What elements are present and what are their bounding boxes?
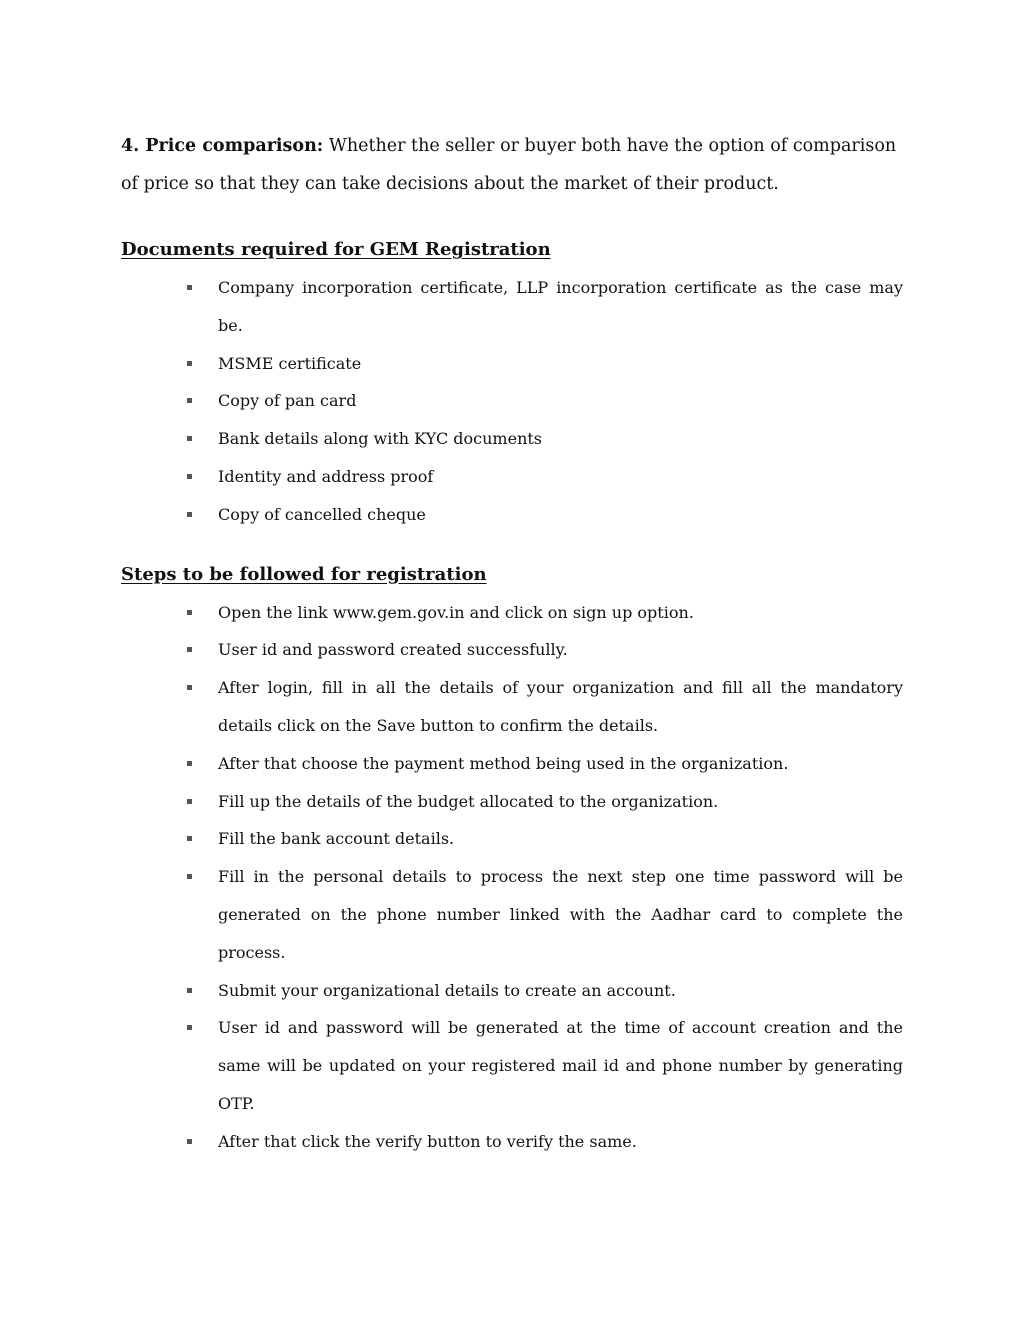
- list-item: [218, 669, 903, 745]
- price-comparison-lead: 4. Price comparison:: [121, 136, 324, 156]
- square-bullet-icon: [187, 1025, 192, 1030]
- list-item-text: Copy of pan card: [218, 391, 357, 411]
- square-bullet-icon: [187, 1139, 192, 1144]
- list-item: [218, 783, 903, 821]
- square-bullet-icon: [187, 512, 192, 517]
- square-bullet-icon: [187, 285, 192, 290]
- list-item: [218, 458, 903, 496]
- steps-heading: Steps to be followed for registration: [121, 563, 487, 585]
- list-item: [218, 496, 903, 534]
- documents-heading: Documents required for GEM Registration: [121, 239, 551, 260]
- list-item-text: Fill in the personal details to process the next step one time password will be generated on the phone number linked with the Aadhar card to complete the process.: [218, 867, 903, 962]
- document-page: [121, 127, 903, 1161]
- list-item-text: MSME certificate: [218, 353, 362, 373]
- documents-list: [121, 269, 903, 534]
- list-item: [218, 594, 903, 632]
- list-item-text: Company incorporation certificate, LLP incorporation certificate as the case may be.: [218, 278, 903, 335]
- list-item-text: After login, fill in all the details of your organization and fill all the mandatory details click on the Save button to confirm the details.: [218, 678, 903, 735]
- square-bullet-icon: [187, 836, 192, 841]
- list-item-text: Copy of cancelled cheque: [218, 504, 426, 524]
- list-item: [218, 1009, 903, 1122]
- square-bullet-icon: [187, 474, 192, 479]
- list-item: [218, 345, 903, 383]
- list-item: [218, 972, 903, 1010]
- square-bullet-icon: [187, 988, 192, 993]
- square-bullet-icon: [187, 398, 192, 403]
- price-comparison-paragraph: [121, 127, 903, 203]
- square-bullet-icon: [187, 685, 192, 690]
- list-item-text: After that choose the payment method being used in the organization.: [218, 753, 789, 773]
- list-item: [218, 631, 903, 669]
- square-bullet-icon: [187, 874, 192, 879]
- square-bullet-icon: [187, 761, 192, 766]
- steps-list: [121, 594, 903, 972]
- list-item-text: Fill up the details of the budget allocated to the organization.: [218, 791, 719, 811]
- price-comparison-text: Whether the seller or buyer both have the option of comparison of price so that they can take decisions about the market of their product.: [121, 136, 897, 194]
- list-item: [218, 858, 903, 971]
- list-item: [218, 1123, 903, 1161]
- list-item-text: Bank details along with KYC documents: [218, 429, 543, 449]
- list-item-text: User id and password created successfully.: [218, 640, 568, 660]
- list-item-text: User id and password will be generated at the time of account creation and the same will be updated on your registered mail id and phone number by generating OTP.: [218, 1018, 903, 1113]
- list-item: [218, 382, 903, 420]
- list-item-text: Open the link www.gem.gov.in and click on sign up option.: [218, 602, 694, 622]
- list-item-text: Submit your organizational details to create an account.: [218, 980, 676, 1000]
- list-item: [218, 269, 903, 345]
- square-bullet-icon: [187, 799, 192, 804]
- list-item: [218, 420, 903, 458]
- list-item: [218, 745, 903, 783]
- square-bullet-icon: [187, 647, 192, 652]
- square-bullet-icon: [187, 436, 192, 441]
- list-item: [218, 820, 903, 858]
- list-item-text: Fill the bank account details.: [218, 829, 455, 849]
- list-item-text: After that click the verify button to verify the same.: [218, 1131, 637, 1151]
- square-bullet-icon: [187, 361, 192, 366]
- list-item-text: Identity and address proof: [218, 466, 434, 486]
- square-bullet-icon: [187, 610, 192, 615]
- steps-list-continued: [121, 972, 903, 1161]
